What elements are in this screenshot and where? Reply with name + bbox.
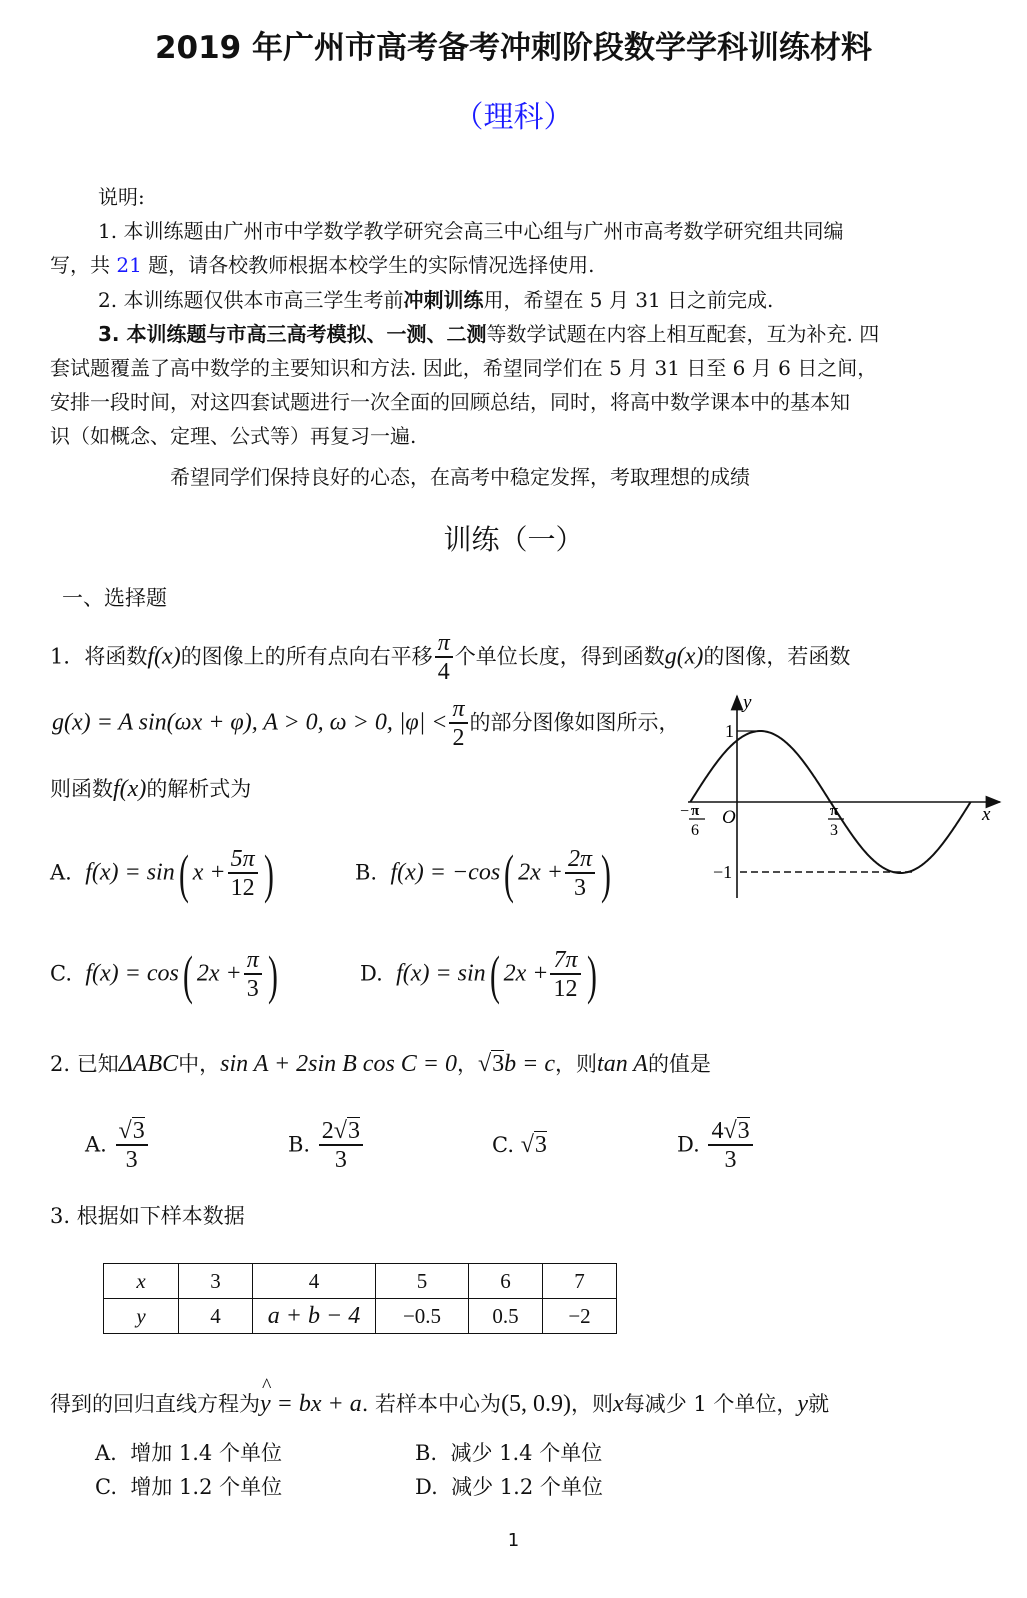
fraction-denominator: 12 [230, 875, 255, 901]
fraction-denominator: 3 [334, 1147, 347, 1173]
q2-option-c[interactable]: C. √3 [492, 1132, 547, 1158]
table-cell: y [104, 1299, 179, 1334]
option-fraction [550, 947, 580, 1003]
radicand: 3 [347, 1118, 360, 1144]
fraction-denominator: 3 [724, 1147, 737, 1173]
radicand: 3 [132, 1118, 145, 1144]
option-label: D. [415, 1475, 438, 1499]
option-fraction [244, 947, 262, 1003]
document-subtitle: （理科） [453, 100, 574, 135]
q1-sine-graph [660, 688, 1010, 898]
fraction-numerator: π [244, 947, 262, 975]
q2-equation-2: b = c [504, 1051, 556, 1077]
origin-label: O [722, 807, 736, 828]
q3-option-c[interactable] [95, 1471, 282, 1501]
y-min-label: −1 [713, 862, 733, 882]
fraction-numerator: 7π [550, 947, 580, 975]
x-tick-left-num: π [691, 803, 700, 819]
table-cell: 4 [253, 1264, 376, 1299]
table-cell: 4 [179, 1299, 253, 1334]
q2-equation-1: sin A + 2sin B cos C = 0 [220, 1051, 457, 1077]
q1-text: 的部分图像如图所示， [469, 710, 680, 735]
option-fraction: $\frac{4√3}{3}$ [708, 1118, 752, 1174]
intro-label: 说明: [98, 185, 145, 209]
q3-regression-eq: = bx + a [270, 1391, 362, 1417]
q1-text: 1．将函数 [50, 644, 148, 669]
option-label: D. [677, 1132, 700, 1157]
q3-text: . 若样本中心为 [361, 1392, 502, 1416]
section-title: 训练（一） [443, 523, 584, 556]
radicand: 3 [737, 1118, 750, 1144]
intro-item-3b: 套试题覆盖了高中数学的主要知识和方法. 因此，希望同学们在 5 月 31 日至 6 月 6 日之间， [50, 356, 878, 380]
fraction-denominator: 2 [452, 725, 465, 751]
option-fraction [228, 846, 258, 902]
q3-var-x: x [613, 1391, 624, 1417]
intro-item-1b-pre: 写，共 [50, 253, 117, 277]
q1-text: 的图像上的所有点向右平移 [180, 644, 433, 669]
q3-var-y: y [797, 1391, 809, 1417]
table-cell: 3 [179, 1264, 253, 1299]
q1-option-b[interactable]: B. f(x) = −cos( 2x + $\frac{2\pi}{3}$ ) [355, 844, 611, 904]
q2-stem: 2. 已知ΔABC中，sin A + 2sin B cos C = 0，√3b = c，则tan A的值是 [50, 1051, 711, 1077]
q2-tanA: tan A [597, 1051, 648, 1077]
question-count: 21 [116, 253, 142, 277]
table-cell: 6 [469, 1264, 543, 1299]
table-row-y [104, 1299, 617, 1334]
q1-line-3 [50, 773, 251, 803]
option-text: 减少 1.2 个单位 [451, 1475, 603, 1499]
option-label: C. [492, 1133, 514, 1157]
option-inner: x + [192, 859, 226, 886]
x-axis-label: x [982, 804, 991, 825]
table-cell: 0.5 [469, 1299, 543, 1334]
fraction-numerator: 5π [228, 846, 258, 874]
option-label: B. [415, 1441, 438, 1465]
option-label: D. [360, 961, 383, 986]
option-lhs: f(x) = sin [85, 859, 175, 886]
q3-text: 得到的回归直线方程为 [50, 1392, 260, 1416]
q2-option-d[interactable] [677, 1118, 755, 1174]
table-cell: −2 [543, 1299, 617, 1334]
q1-shift-fraction [435, 630, 453, 686]
y-max-label: 1 [725, 721, 734, 741]
option-label: B. [288, 1132, 311, 1157]
document-title: 2019 年广州市高考备考冲刺阶段数学学科训练材料 [154, 30, 873, 66]
intro-item-1b [50, 248, 595, 282]
intro-closing: 希望同学们保持良好的心态，在高考中稳定发挥，考取理想的成绩 [170, 465, 750, 489]
q1-g-formula: g(x) = A sin(ωx + φ), A > 0, ω > 0, |φ| < [52, 709, 448, 736]
fraction-numerator: 2π [565, 846, 595, 874]
fraction-denominator: 3 [125, 1147, 138, 1173]
option-label: A. [95, 1441, 117, 1465]
x-tick-left-den: 6 [691, 822, 699, 839]
option-lhs: f(x) = cos [85, 960, 179, 987]
q1-option-d[interactable]: D. f(x) = sin( 2x + $\frac{7\pi}{12}$ ) [360, 945, 597, 1005]
section-part-label: 一、选择题 [62, 586, 167, 610]
option-inner: 2x + [518, 859, 563, 886]
q1-fx: f(x) [113, 776, 147, 802]
option-text: 增加 1.4 个单位 [130, 1441, 282, 1465]
q1-option-c[interactable]: C. f(x) = cos( 2x + $\frac{\pi}{3}$ ) [50, 945, 278, 1005]
intro-item-3a [98, 317, 879, 351]
y-axis-label: y [743, 692, 752, 713]
intro-item-1a: 1. 本训练题由广州市中学数学教学研究会高三中心组与广州市高考数学研究组共同编 [98, 219, 844, 243]
intro-item-3c: 安排一段时间，对这四套试题进行一次全面的回顾总结，同时，将高中数学课本中的基本知 [50, 390, 850, 414]
q1-gx: g(x) [664, 643, 704, 670]
table-row-x [104, 1264, 617, 1299]
option-inner: 2x + [196, 960, 242, 987]
q3-sample-center: (5, 0.9) [501, 1391, 572, 1417]
q1-line-2 [52, 696, 680, 752]
q3-text: ，则 [571, 1392, 614, 1416]
q2-option-a[interactable] [85, 1118, 150, 1174]
coefficient: 4 [711, 1118, 724, 1144]
option-text: 增加 1.2 个单位 [130, 1475, 283, 1499]
intro-item-2 [98, 283, 773, 317]
intro-item-2-pre: 2. 本训练题仅供本市高三学生考前 [98, 288, 404, 312]
q3-intro: 3. 根据如下样本数据 [50, 1204, 245, 1228]
table-cell: 7 [543, 1264, 617, 1299]
intro-item-3d: 识（如概念、定理、公式等）再复习一遍. [50, 424, 417, 448]
fraction-denominator: 4 [437, 659, 450, 685]
q3-stem [50, 1388, 829, 1418]
q3-option-a[interactable] [95, 1437, 282, 1467]
option-fraction: $\frac{2√3}{3}$ [319, 1118, 363, 1174]
page-number: 1 [507, 1530, 520, 1551]
q1-text: 的图像，若函数 [703, 644, 851, 669]
x-tick-right-den: 3 [830, 822, 838, 839]
q1-text: 则函数 [50, 777, 113, 801]
option-label: A. [85, 1132, 107, 1157]
option-label: C. [95, 1475, 117, 1499]
q1-fx: f(x) [147, 643, 181, 670]
table-cell: x [104, 1264, 179, 1299]
q2-option-b[interactable] [288, 1118, 365, 1174]
table-cell: −0.5 [376, 1299, 469, 1334]
intro-item-2-post: 用，希望在 5 月 31 日之前完成. [483, 288, 774, 312]
intro-item-2-bold: 冲刺训练 [403, 288, 484, 312]
option-fraction: $\frac{√3}{3}$ [116, 1118, 148, 1174]
q3-text: 每减少 1 个单位， [623, 1392, 798, 1416]
q2-text: 中， [178, 1052, 221, 1076]
intro-item-3-bold: 3. 本训练题与市高三高考模拟、一测、二测 [98, 322, 487, 346]
intro-item-3a-post: 等数学试题在内容上相互配套，互为补充. 四 [486, 322, 880, 346]
q2-text: ，则 [555, 1052, 598, 1076]
q3-yhat: ^ y [260, 1391, 271, 1418]
fraction-numerator: π [435, 630, 453, 658]
fraction-denominator: 3 [574, 875, 587, 901]
option-inner: 2x + [503, 960, 549, 987]
x-tick-left-sign: − [680, 803, 690, 820]
option-text: 减少 1.4 个单位 [450, 1441, 603, 1465]
x-tick-right-num: π [830, 803, 839, 819]
q2-triangle: ΔABC [118, 1051, 179, 1077]
fraction-denominator: 12 [553, 976, 578, 1002]
radicand: 3 [534, 1132, 547, 1158]
option-label: B. [355, 860, 378, 885]
option-label: A. [50, 860, 72, 885]
q2-text: 的值是 [647, 1052, 711, 1076]
coefficient: 2 [321, 1118, 334, 1144]
q1-text: 个单位长度，得到函数 [454, 644, 665, 669]
q2-radicand: 3 [492, 1051, 505, 1077]
q1-line-1 [50, 630, 850, 686]
q3-option-d[interactable] [415, 1471, 603, 1501]
q1-text: 的解析式为 [146, 777, 252, 801]
option-fraction [565, 846, 595, 902]
table-cell: a + b − 4 [253, 1299, 376, 1334]
intro-item-1b-post: 题，请各校教师根据本校学生的实际情况选择使用. [141, 253, 595, 277]
q3-sample-table [103, 1263, 617, 1334]
table-cell: 5 [376, 1264, 469, 1299]
q1-option-a[interactable]: A. f(x) = sin( x + $\frac{5\pi}{12}$ ) [50, 844, 274, 904]
q2-text: ， [457, 1052, 478, 1076]
fraction-denominator: 3 [246, 976, 259, 1002]
fraction-numerator: π [449, 696, 467, 724]
q1-phi-bound-fraction [449, 696, 467, 752]
option-lhs: f(x) = sin [396, 960, 486, 987]
q2-text: 2. 已知 [50, 1052, 119, 1076]
q3-option-b[interactable] [415, 1437, 602, 1467]
option-lhs: f(x) = −cos [390, 859, 501, 886]
q3-text: 就 [808, 1392, 830, 1416]
option-label: C. [50, 961, 72, 986]
